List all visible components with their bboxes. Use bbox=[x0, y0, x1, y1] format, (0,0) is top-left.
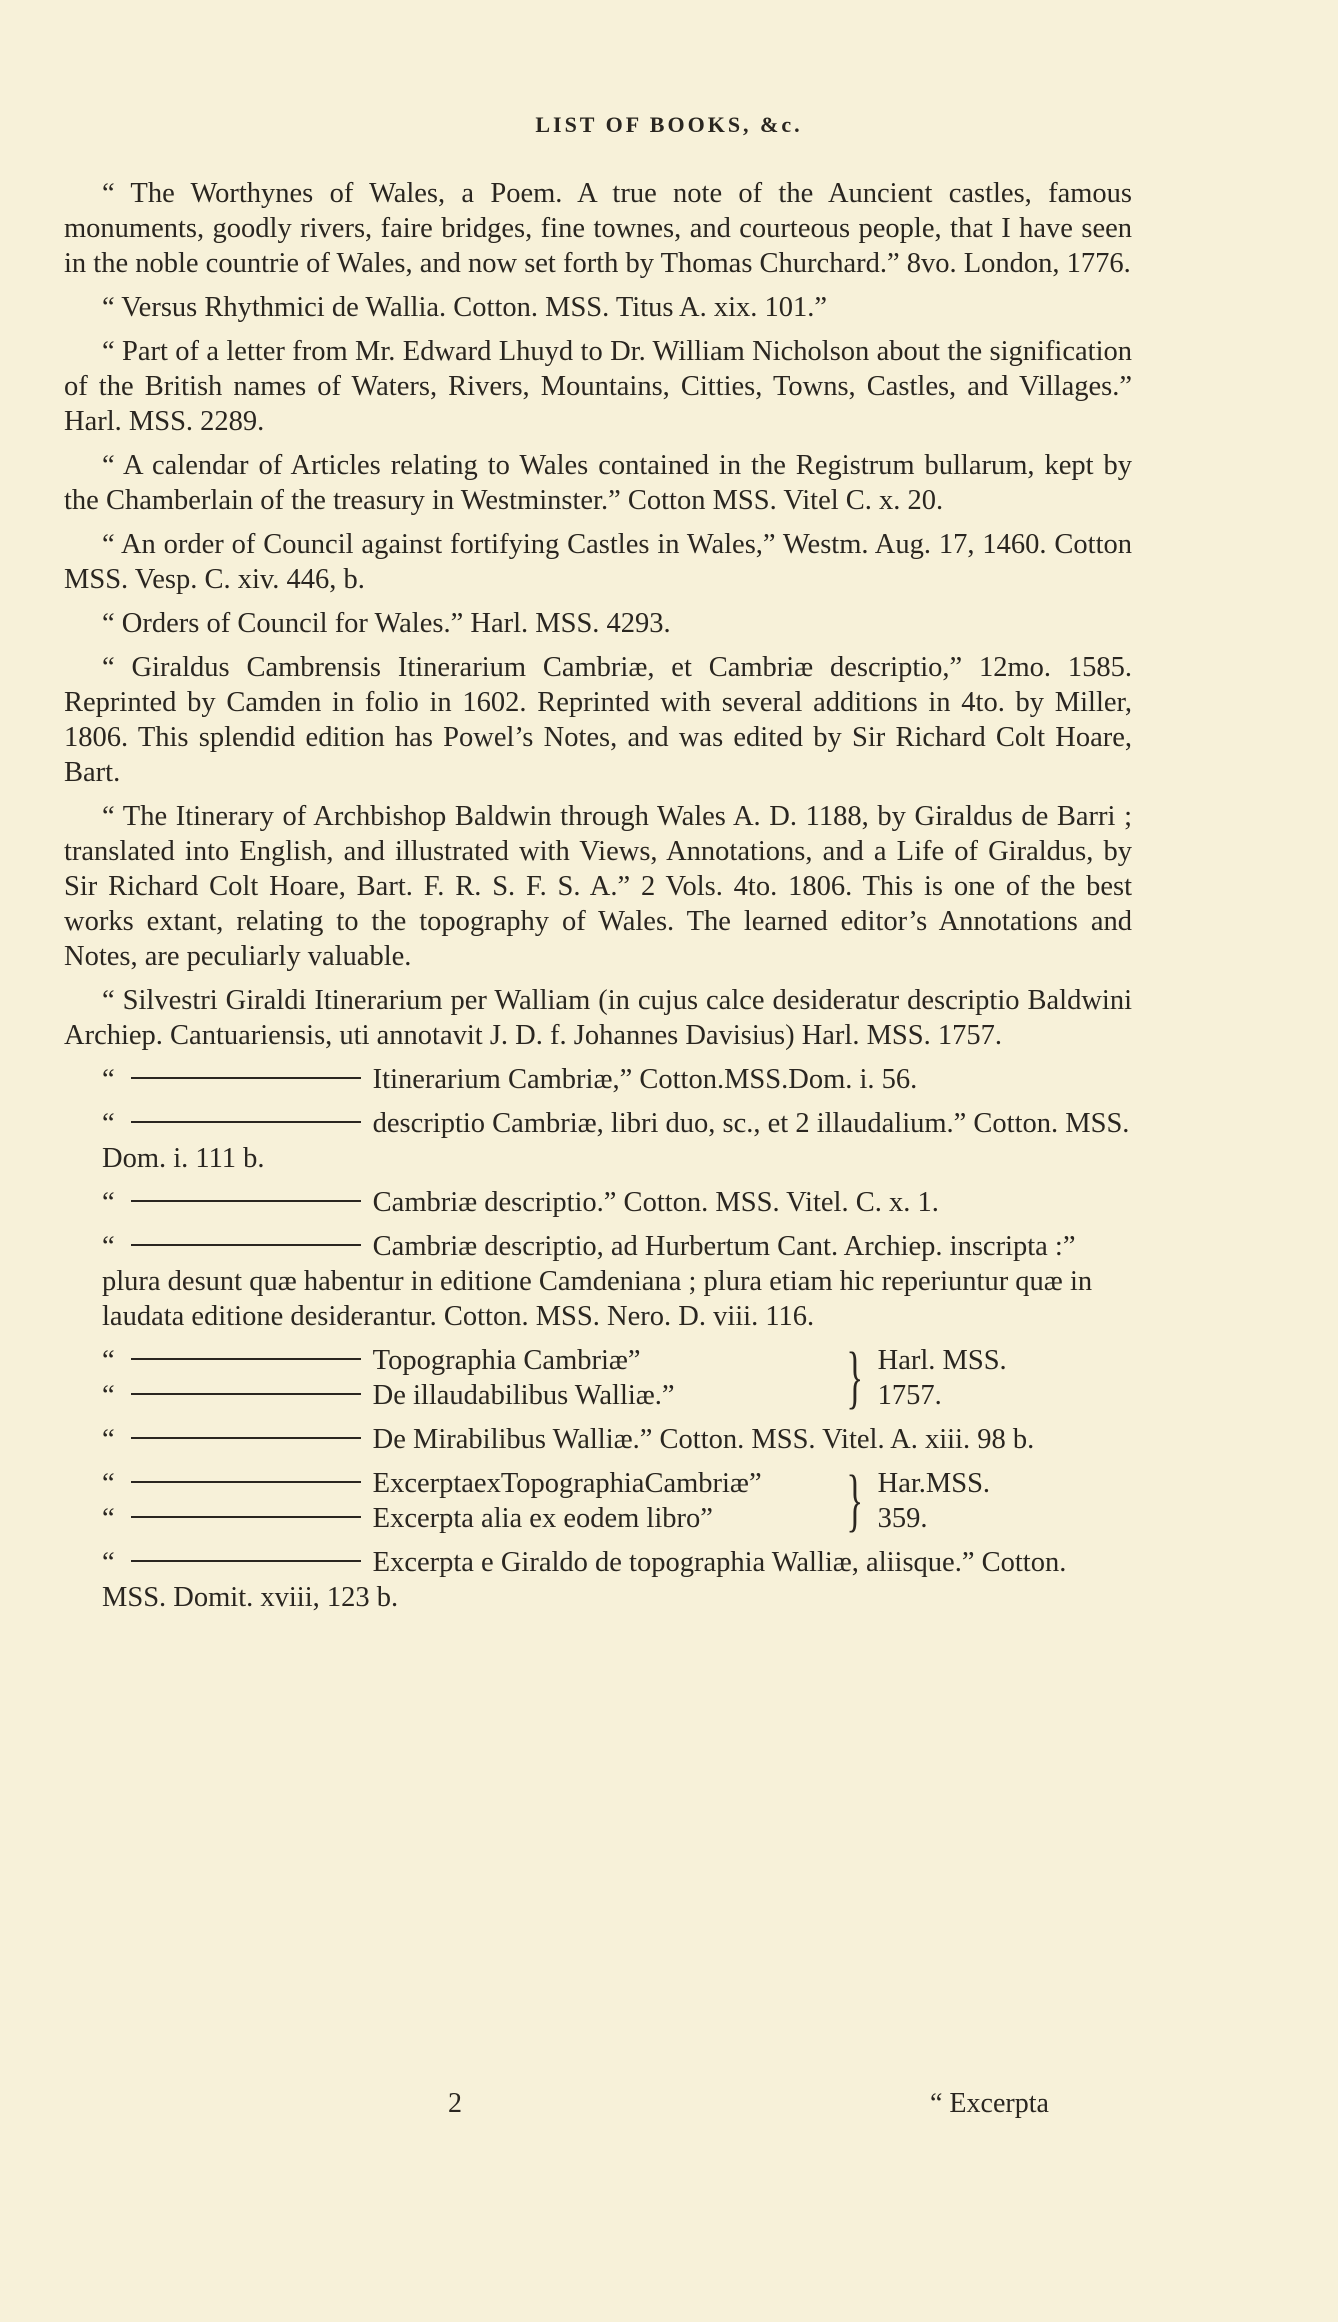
entry-worthynes: “ The Worthynes of Wales, a Poem. A true note of the Auncient castles, famous monuments, goodly rivers, faire bridges, fine townes, and courteous people, that I have seen in the noble countrie of Wales, and now set forth by Thomas Churchard.” 8vo. London, 1776. bbox=[64, 178, 1132, 279]
quote-mark: “ bbox=[102, 1187, 115, 1218]
entry-dash-cambriae-descriptio: “ Cambriæ descriptio.” Cotton. MSS. Vitel. C. x. 1. bbox=[102, 1187, 939, 1218]
ditto-rule bbox=[131, 1481, 361, 1483]
entry-versus-rhythmici: “ Versus Rhythmici de Wallia. Cotton. MSS. Titus A. xix. 101.” bbox=[102, 292, 828, 323]
entry-dash-descriptio: “ descriptio Cambriæ, libri duo, sc., et 2 illaudalium.” Cotton. MSS. Dom. i. 111 b. bbox=[102, 1108, 1130, 1174]
entry-lhuyd-letter: “ Part of a letter from Mr. Edward Lhuyd to Dr. William Nicholson about the signification of the British names of Waters, Rivers, Mountains, Citties, Towns, Castles, and Villages.” Harl. MSS. 2289. bbox=[64, 336, 1132, 437]
entry-group-excerpta: “ ExcerptaexTopographiaCambriæ” “ Excerpta alia ex eodem libro” } Har.MSS. 359. bbox=[102, 1462, 991, 1539]
signature-mark: 2 bbox=[448, 2088, 462, 2119]
entry-dash-hurbertum: “ Cambriæ descriptio, ad Hurbertum Cant. Archiep. inscripta :” plura desunt quæ habentur in editione Camdeniana ; plura etiam hic reperiuntur quæ in laudata editione desiderantur. Cotton. MSS. Nero. D. viii. 116. bbox=[102, 1231, 1093, 1332]
ditto-rule bbox=[131, 1200, 361, 1202]
quote-mark: “ bbox=[102, 1108, 115, 1139]
ditto-rule bbox=[131, 1077, 361, 1079]
quote-mark: “ bbox=[102, 1064, 115, 1095]
catchword: “ Excerpta bbox=[930, 2088, 1049, 2119]
running-header: LIST OF BOOKS, &c. bbox=[535, 112, 803, 137]
ditto-rule bbox=[131, 1358, 361, 1360]
quote-mark: “ bbox=[102, 1424, 115, 1455]
entry-order-council: “ An order of Council against fortifying Castles in Wales,” Westm. Aug. 17, 1460. Cotton MSS. Vesp. C. xiv. 446, b. bbox=[64, 529, 1132, 595]
brace: } bbox=[846, 1339, 864, 1416]
entry-dash-itinerarium: “ Itinerarium Cambriæ,” Cotton.MSS.Dom. i. 56. bbox=[102, 1064, 918, 1095]
entry-silvestri-giraldi: “ Silvestri Giraldi Itinerarium per Walliam (in cujus calce desideratur descriptio Baldwini Archiep. Cantuariensis, uti annotavit J. D. f. Johannes Davisius) Harl. MSS. 1757. bbox=[64, 985, 1132, 1051]
entry-dash-mirabilibus: “ De Mirabilibus Walliæ.” Cotton. MSS. Vitel. A. xiii. 98 b. bbox=[102, 1424, 1035, 1455]
entry-group-topographia: “ Topographia Cambriæ” “ De illaudabilibus Walliæ.” } Harl. MSS. 1757. bbox=[102, 1339, 1007, 1416]
entry-dash-excerpta-giraldo: “ Excerpta e Giraldo de topographia Walliæ, aliisque.” Cotton. MSS. Domit. xviii, 123 b. bbox=[102, 1547, 1067, 1613]
book-list bbox=[64, 176, 1132, 1624]
entry-orders-council: “ Orders of Council for Wales.” Harl. MSS. 4293. bbox=[102, 608, 671, 639]
brace: } bbox=[846, 1462, 864, 1539]
quote-mark: “ bbox=[102, 1547, 115, 1578]
ditto-rule bbox=[131, 1121, 361, 1123]
quote-mark: “ bbox=[102, 1231, 115, 1262]
ditto-rule bbox=[131, 1244, 361, 1246]
entry-itinerary-baldwin: “ The Itinerary of Archbishop Baldwin through Wales A. D. 1188, by Giraldus de Barri ; translated into English, and illustrated with Views, Annotations, and a Life of Giraldus, by Sir Richard Colt Hoare, Bart. F. R. S. F. S. A.” 2 Vols. 4to. 1806. This is one of the best works extant, relating to the topography of Wales. The learned editor’s Annotations and Notes, are peculiarly valuable. bbox=[64, 801, 1132, 972]
ditto-rule bbox=[131, 1560, 361, 1562]
ditto-rule bbox=[131, 1516, 361, 1518]
entry-giraldus-cambrensis: “ Giraldus Cambrensis Itinerarium Cambriæ, et Cambriæ descriptio,” 12mo. 1585. Reprinted by Camden in folio in 1602. Reprinted with several additions in 4to. by Miller, 1806. This splendid edition has Powel’s Notes, and was edited by Sir Richard Colt Hoare, Bart. bbox=[64, 652, 1132, 788]
ditto-rule bbox=[131, 1437, 361, 1439]
entry-calendar-articles: “ A calendar of Articles relating to Wales contained in the Registrum bullarum, kept by the Chamberlain of the treasury in Westminster.” Cotton MSS. Vitel C. x. 20. bbox=[64, 450, 1132, 516]
ditto-rule bbox=[131, 1393, 361, 1395]
